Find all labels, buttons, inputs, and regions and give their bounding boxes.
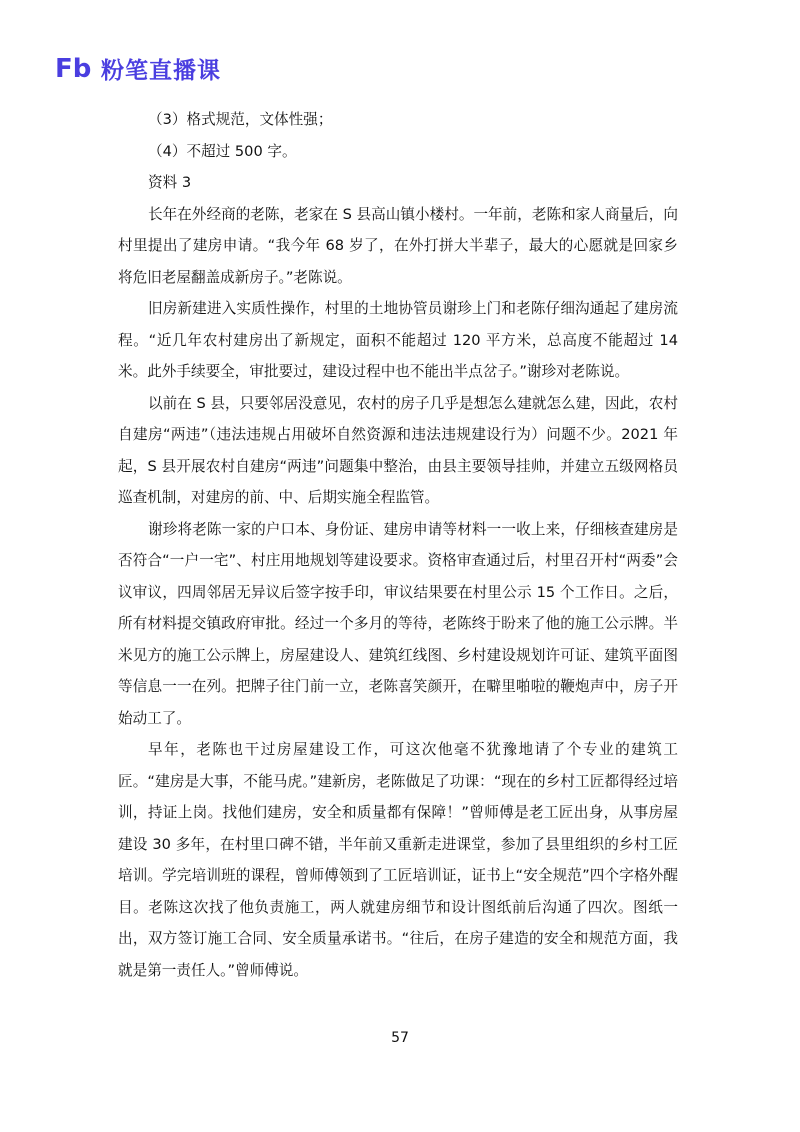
section-heading: 资料 3 [148,174,192,191]
paragraph: 长年在外经商的老陈，老家在 S 县高山镇小楼村。一年前，老陈和家人商量后，向村里提出了建房申请。“我今年 68 岁了，在外打拼大半辈子，最大的心愿就是回家乡将危旧老屋翻盖成新房子。”老陈说。 [118,205,678,286]
document-body [118,104,678,986]
page-number: 57 [391,1030,409,1046]
paragraph: 以前在 S 县，只要邻居没意见，农村的房子几乎是想怎么建就怎么建，因此，农村自建房“两违”（违法违规占用破坏自然资源和违法违规建设行为）问题不少。2021 年起，S 县开展农村自建房“两违”问题集中整治，由县主要领导挂帅，并建立五级网格员巡查机制，对建房的前、中、后期实施全程监管。 [118,394,678,506]
paragraph: 谢珍将老陈一家的户口本、身份证、建房申请等材料一一收上来，仔细核查建房是否符合“一户一宅”、村庄用地规划等建设要求。资格审查通过后，村里召开村“两委”会议审议，四周邻居无异议后签字按手印，审议结果要在村里公示 15 个工作日。之后，所有材料提交镇政府审批。经过一个多月的等待，老陈终于盼来了他的施工公示牌。半米见方的施工公示牌上，房屋建设人、建筑红线图、乡村建设规划许可证、建筑平面图等信息一一在列。把牌子往门前一立，老陈喜笑颜开，在噼里啪啦的鞭炮声中，房子开始动工了。 [118,520,678,727]
brand-name: 粉笔直播课 [101,57,221,84]
requirement-item-3: （3）格式规范，文体性强； [148,111,333,128]
paragraph: 早年，老陈也干过房屋建设工作，可这次他毫不犹豫地请了个专业的建筑工匠。“建房是大事，不能马虎。”建新房，老陈做足了功课：“现在的乡村工匠都得经过培训，持证上岗。找他们建房，安全和质量都有保障！”曾师傅是老工匠出身，从事房屋建设 30 多年，在村里口碑不错，半年前又重新走进课堂，参加了县里组织的乡村工匠培训。学完培训班的课程，曾师傅领到了工匠培训证，证书上“安全规范”四个字格外醒目。老陈这次找了他负责施工，两人就建房细节和设计图纸前后沟通了四次。图纸一出，双方签订施工合同、安全质量承诺书。“往后，在房子建造的安全和规范方面，我就是第一责任人。”曾师傅说。 [118,741,678,979]
logo-text: Fb [55,54,92,83]
paragraph: 旧房新建进入实质性操作，村里的土地协管员谢珍上门和老陈仔细沟通起了建房流程。“近几年农村建房出了新规定，面积不能超过 120 平方米，总高度不能超过 14 米。此外手续要全，审批要过，建设过程中也不能出半点岔子。”谢珍对老陈说。 [118,300,678,380]
fenbi-logo-icon [55,53,93,83]
header [55,50,221,86]
requirement-item-4: （4）不超过 500 字。 [148,142,297,160]
